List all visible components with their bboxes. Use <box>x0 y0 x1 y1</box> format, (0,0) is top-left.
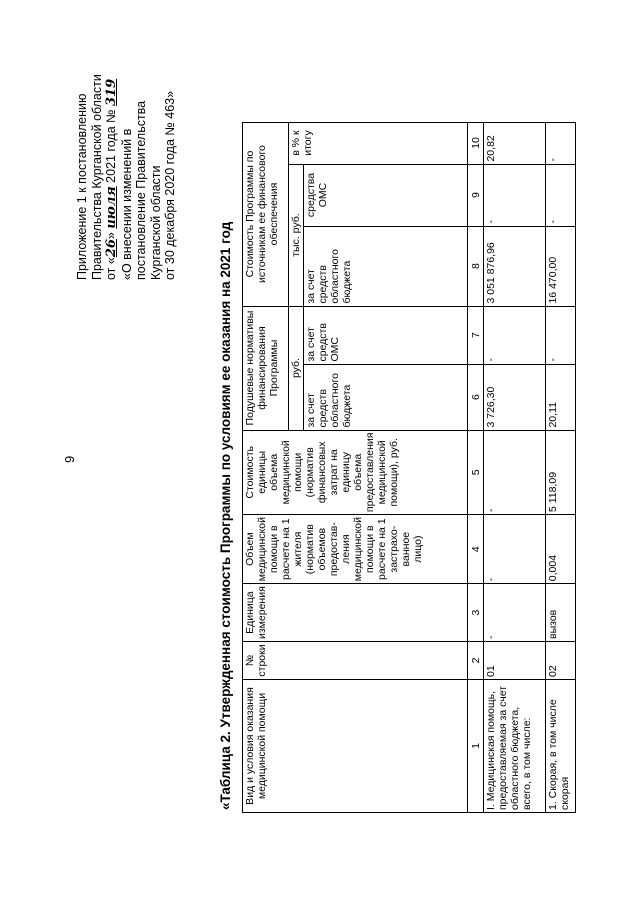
row-cell: вызов <box>546 584 576 642</box>
header-oms-cost: средства ОМС <box>304 164 468 226</box>
column-number: 1 <box>468 680 484 813</box>
header-oms-norm: за счет средств ОМС <box>304 306 468 364</box>
row-cell: 01 <box>484 642 546 680</box>
column-number: 4 <box>468 515 484 584</box>
row-name: 1. Скорая, в том числе скорая <box>546 680 576 813</box>
handwritten-number: 319 <box>104 78 119 106</box>
program-cost-table <box>242 122 576 813</box>
row-cell: - <box>484 584 546 642</box>
header-line-2: Правительства Курганской области <box>89 74 104 280</box>
header-line-4: «О внесении изменений в <box>119 128 134 280</box>
handwritten-day: 26 <box>104 239 119 258</box>
header-line-7: от 30 декабря 2020 года № 463» <box>163 90 177 280</box>
row-cell: 0,004 <box>546 515 576 584</box>
row-cell: 3 051 876,96 <box>484 226 546 306</box>
appendix-header <box>75 10 178 280</box>
header-type-conditions: Вид и условия оказания медицинской помощи <box>243 680 468 813</box>
header-program-cost-unit: тыс. руб. <box>289 164 304 306</box>
row-name: I. Медицинская помощь, предоставляемая за счет областного бюджета, всего, в том числе: <box>484 680 546 813</box>
header-year: 2021 года № <box>104 105 118 187</box>
header-line-1: Приложение 1 к постановлению <box>75 93 89 280</box>
row-cell: - <box>546 122 576 164</box>
header-unit-cost: Стоимость единицы объема медицинской помощи (норматив финансовых затрат на единицу объема предоставления медицинской помощи), руб. <box>243 430 468 515</box>
table-row <box>484 122 546 812</box>
row-cell: 16 470,00 <box>546 226 576 306</box>
row-cell: - <box>484 306 546 364</box>
column-numbers-row <box>468 122 484 812</box>
header-date-prefix: от « <box>104 257 118 280</box>
header-row-number: № строки <box>243 642 468 680</box>
row-cell: 20,11 <box>546 364 576 430</box>
header-regional-budget-norm: за счет средств областного бюджета <box>304 364 468 430</box>
header-line-5: постановление Правительства <box>134 100 148 280</box>
column-number: 9 <box>468 164 484 226</box>
table-title: «Таблица 2. Утвержденная стоимость Программы по условиям ее оказания на 2021 год <box>218 221 233 810</box>
row-cell: 02 <box>546 642 576 680</box>
row-cell: - <box>484 430 546 515</box>
handwritten-month: июля <box>104 186 119 229</box>
column-number: 10 <box>468 122 484 164</box>
header-per-capita-norms: Подушевые нормативы финансирования Программы <box>243 306 289 430</box>
column-number: 2 <box>468 642 484 680</box>
row-cell: 3 726,30 <box>484 364 546 430</box>
row-cell: 20,82 <box>484 122 546 164</box>
header-percent-total: в % к итогу <box>289 122 468 164</box>
header-regional-budget-cost: за счет средств областного бюджета <box>304 226 468 306</box>
header-unit: Единица измерения <box>243 584 468 642</box>
header-volume: Объем медицинской помощи в расчете на 1 жителя (норматив объемов предостав-ления медицинской помощи в расчете на 1 застрахо-ванное лицо) <box>243 515 468 584</box>
table-row <box>546 122 576 812</box>
column-number: 7 <box>468 306 484 364</box>
header-line-6: Курганской области <box>148 165 163 280</box>
column-number: 8 <box>468 226 484 306</box>
row-cell: - <box>546 306 576 364</box>
page-number: 9 <box>62 455 77 463</box>
header-line-3 <box>104 10 120 280</box>
header-date-mid: » <box>104 228 118 240</box>
column-number: 6 <box>468 364 484 430</box>
column-number: 3 <box>468 584 484 642</box>
row-cell: - <box>484 164 546 226</box>
header-per-capita-unit: руб. <box>289 306 304 430</box>
row-cell: - <box>546 164 576 226</box>
row-cell: - <box>484 515 546 584</box>
header-program-cost: Стоимость Программы по источникам ее финансового обеспечения <box>243 122 289 306</box>
row-cell: 5 118,09 <box>546 430 576 515</box>
column-number: 5 <box>468 430 484 515</box>
